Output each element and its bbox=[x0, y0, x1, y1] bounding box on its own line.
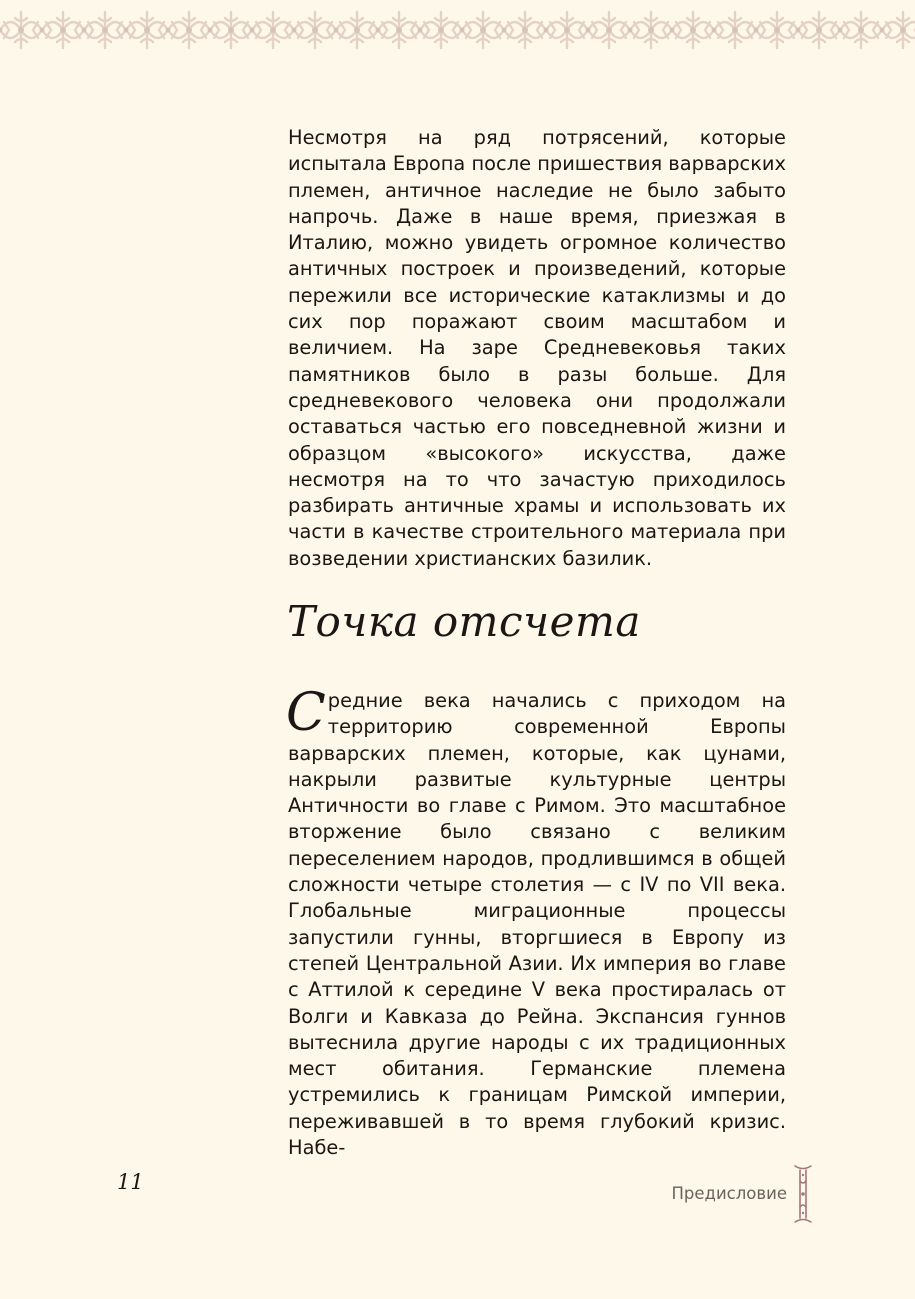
section-heading: Точка отсчета bbox=[287, 597, 641, 646]
body-paragraph-1: Несмотря на ряд потрясений, которые испытала Европа после пришествия варварских племен, античное наследие не было забыто напрочь. Даже в наше время, приезжая в Италию, можно увидеть огромное количество античных построек и произведений, которые пережили все исторические катаклизмы и до сих пор поражают своим масштабом и величием. На заре Средневековья таких памятников было в разы больше. Для средневекового человека они продолжали оставаться частью его повседневной жизни и образцом «высокого» искусства, даже несмотря на то что зачастую приходилось разбирать античные храмы и использовать их части в качестве строительного материала при возведении христианских базилик. bbox=[288, 126, 786, 570]
page-number: 11 bbox=[117, 1170, 144, 1194]
body-paragraph-2 bbox=[286, 683, 786, 1161]
drop-cap: С bbox=[286, 683, 326, 743]
bracket-ornament-icon bbox=[791, 1163, 815, 1225]
body-paragraph-2-text: редние века начались с приходом на территорию современной Европы варварских племен, которые, как цунами, накрыли развитые культурные центры Античности во главе с Римом. Это масштабное вторжение было связано с великим переселением народов, продлившимся в общей сложности четыре столетия — с IV по VII века. Глобальные миграционные процессы запустили гунны, вторгшиеся в Европу из степей Центральной Азии. Их империя во главе с Аттилой к середине V века простиралась от Волги и Кавказа до Рейна. Экспансия гуннов вытеснила другие народы с их традиционных мест обитания. Германские племена устремились к границам Римской империи, переживавшей в то время глубокий кризис. Набе- bbox=[288, 689, 786, 1160]
ornament-border-icon bbox=[0, 8, 915, 52]
running-footer-section: Предисловие bbox=[671, 1184, 787, 1203]
